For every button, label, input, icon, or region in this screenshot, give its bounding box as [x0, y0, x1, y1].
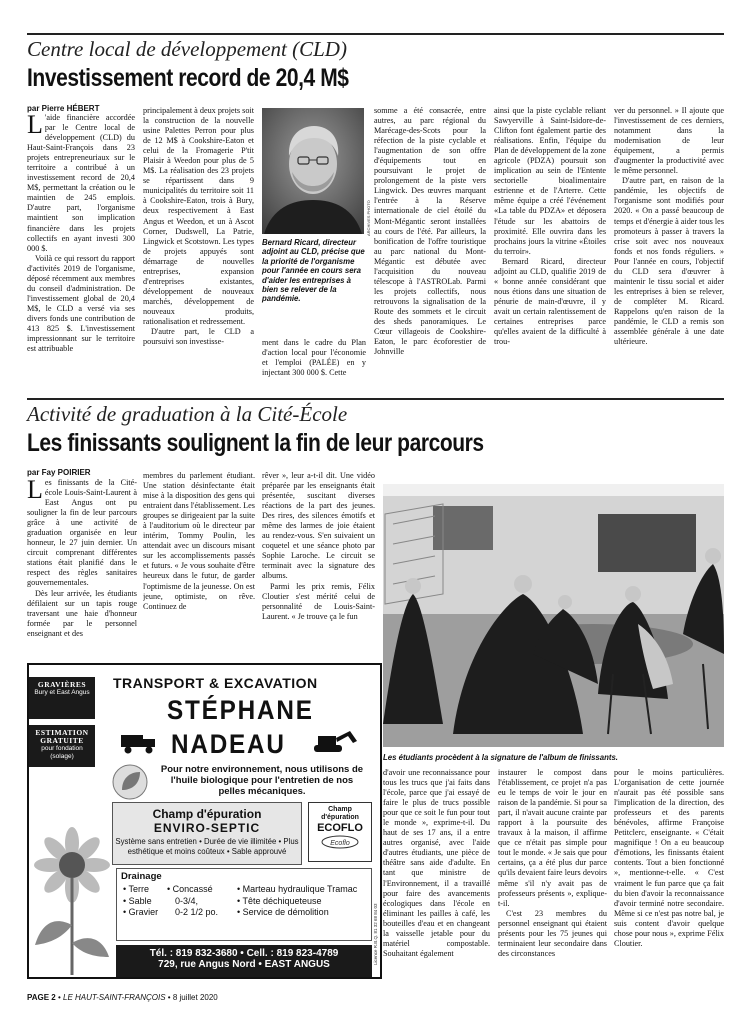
paragraph: instaurer le compost dans l'établissement, ce projet n'a pas eu le temps de voir le jour en raison de la pandémie. Si pour sa part, il n'avait aucune crainte par rapport à la poursuite des travaux à la maison, il affirme que ce n'était pas simple pour tout le monde. « Je sais que pour certains, ça a été plus dur parce qu'ils devaient faire leurs devoirs même s'il n'y avait pas de professeurs présents », explique-t-il. — [498, 768, 607, 908]
list-item: 0-3/4, — [175, 895, 199, 906]
list-item: • Sable — [123, 895, 152, 906]
list-item: • Concassé — [167, 884, 213, 894]
enviro-text: Système sans entretien • Durée de vie illimitée • Plus esthétique et moins coûteux • Sable approuvé — [115, 837, 299, 856]
drainage-list-right — [237, 884, 357, 919]
portrait-photo — [262, 108, 364, 234]
article2-col4 — [383, 768, 490, 990]
ad-title-line2: STÉPHANE — [167, 695, 314, 725]
ad-title-line3: NADEAU — [171, 729, 286, 759]
paragraph: pour le moins particulières. L'organisation de cette journée n'aurait pas été possible sans l'implication de la direction, des professeurs et des parents bénévoles, affirme Françoise Petitclerc, enseignante. « C'était magnifique ! On a eu beaucoup d'émotions, les finissants étaient contents. Tout a bien fonctionné », mentionne-t-elle. « C'est vraiment le fun parce que ça fait du bien d'avoir la reconnaissance d'avoir terminé notre secondaire. Même si ce n'est pas notre bal, je suis content d'avoir quelque chose pour nous », exprime Félix Cloutier. — [614, 768, 724, 948]
excavation-advertisement — [27, 663, 382, 979]
paragraph: 'aide financière accordée par le Centre local de développement (CLD) du Haut-Saint-François dans 23 projets entrepreneuriaux sur le territoire a contribué à un investissement record de 20,4 M$, permettant la création ou le maintien de 245 emplois. D'autre part, l'organisme maintient son implication financière dans les projets collectifs en ayant investi 300 000 $. — [27, 113, 135, 253]
article1-col3 — [262, 338, 366, 395]
section-rule — [27, 398, 724, 400]
article1-byline: par Pierre HÉBERT — [27, 104, 100, 113]
gravel-text: Bury et East Angus — [34, 689, 90, 696]
paragraph: ver du personnel. » Il ajoute que l'investissement de ces derniers, notamment dans la modernisation de leur équipement, a permis d'augmenter la productivité avec le même personnel. — [614, 106, 724, 176]
enviro-septic-box — [112, 802, 302, 865]
paragraph: ment dans le cadre du Plan d'action local pour l'économie et l'emploi (PALÉE) en y injectant 300 000 $. Cette — [262, 338, 366, 378]
list-item: • Terre — [123, 884, 149, 894]
paragraph: somme a été consacrée, entre autres, au parc régional du Marécage-des-Scots pour la réfection de la piste cyclable et l'augmentation de son offre d'équipements tout en poursuivant le projet de prolongement de la piste vers Lingwick. Des œuvres marquant l'entrée à la Réserve internationale de ciel étoilé du Mont-Mégantic seront installées au cours de l'été. Par ailleurs, la bonification de l'offre touristique au parc national du Mont-Mégantic est débutée avec l'acquisition du nouveau télescope à l'ASTROLab. Parmi les projets collectifs, nous retrouvons la signalisation de la Route des sommets et le circuit des sheds panoramiques. Le Cœur villageois de Cookshire-Eaton, le parc écoforestier de Johnville — [374, 106, 486, 357]
ecoflo-brand: ECOFLO — [317, 822, 363, 834]
issue-date: 8 juillet 2020 — [172, 993, 218, 1002]
paragraph: ainsi que la piste cyclable reliant Sawyerville à Saint-Isidore-de-Clifton font également partie des réalisations. Enfin, l'équipe du Plan de développement de la zone agricole (PDZA) poursuit son implication au sein de l'Entente sectorielle bioalimentaire estrienne et de l'Arterre. Cette même équipe a créé l'événement «La table du PDZA» et déposera l'étude sur les abattoirs de proximité. Elle ouvrira dans les prochains jours la vitrine «Étoiles du terroir». — [494, 106, 606, 256]
estimate-text: pour fondation (solage) — [41, 745, 83, 760]
paragraph: es finissants de la Cité-école Louis-Saint-Laurent à East Angus ont pu souligner la fin de leur parcours grâce à une activité de graduation organisée en leur honneur, le 27 juin dernier. Un circuit comprenant différentes stations était planifié dans le respect des règles sanitaires gouvernementales. — [27, 478, 137, 588]
phone-numbers: Tél. : 819 832-3680 • Cell. : 819 823-4789 — [149, 948, 339, 959]
paragraph: membres du parlement étudiant. Une station désinfectante était mise à la disposition des gens qui entraient dans l'établissement. Les groupes se dirigeaient par la suite à l'auditorium où le directeur par intérim, Tommy Poulin, les attendait avec un discours misant sur les accomplissements passés et futurs. « Je vous souhaite d'être heureux dans le futur, de garder l'optimisme de la jeunesse. On est jeune, optimiste, on rêve. Continuez de — [143, 471, 255, 611]
paragraph: principalement à deux projets soit la construction de la nouvelle usine Palettes Perron pour plus de 12 M$ à Cookshire-Eaton et celui de la Fromagerie P'tit Plaisir à Weedon pour plus de 5 M$. La réalisation des 23 projets se répartissent dans 9 municipalités du territoire soit 11 à Cookshire-Eaton, trois à Bury, deux respectivement à East Angus et Weedon, et un à Ascot Corner, Dudswell, La Patrie, Lingwick et Scotstown. Les types de projets appuyés sont démarrage de nouvelles entreprises, expansion d'entreprises existantes, développement de nouveaux marchés, développement de nouveaux produits, rationalisation et redressement. — [143, 106, 254, 326]
paragraph: Voilà ce qui ressort du rapport d'activités 2019 de l'organisme, déposé récemment aux membres du conseil d'administration. De l'investissement global de 20,4 M$, le CLD a versé via ses divers fonds une contribution de 413 825 $. L'investissement impressionnant sur le territoire est attribuable — [27, 253, 135, 354]
footer-sep: • — [167, 993, 173, 1002]
contact-bar — [116, 945, 372, 977]
enviro-title: Champ d'épuration — [152, 807, 262, 821]
drainage-title: Drainage — [121, 871, 162, 882]
article2-byline: par Fay POIRIER — [27, 468, 91, 477]
newspaper-name: LE HAUT-SAINT-FRANÇOIS — [63, 993, 166, 1002]
article1-col4 — [374, 106, 486, 395]
article2-col2 — [143, 471, 255, 659]
paragraph: Dès leur arrivée, les étudiants défilaient sur un tapis rouge traversant une haie d'honneur formée par le personnel enseignant et des — [27, 588, 137, 638]
article2-kicker: Activité de graduation à la Cité-École — [27, 402, 348, 426]
ad-title-line1: TRANSPORT & EXCAVATION — [113, 675, 318, 691]
ecoflo-logo-text: Ecoflo — [330, 840, 350, 847]
article2-col1 — [27, 478, 137, 659]
paragraph: d'avoir une reconnaissance pour tous les trucs que j'ai faits dans l'école, parce que j'ai essayé de faire le plus de trucs possible pour que ce soit le fun pour tout le monde », exprime-t-il. Du haut de ses 17 ans, il a entre autres organisé, avec l'aide d'autres étudiants, une pièce de théâtre sans aide d'adulte. En tant que ministre de l'Environnement, il a travaillé pour faire des avancements écologiques dans l'école en éliminant les pailles à café, les bouteilles d'eau et en changeant la vaisselle jetable pour du matériel compostable. Souhaitant également — [383, 768, 490, 958]
drainage-list-left — [123, 884, 158, 919]
gravel-box — [29, 677, 95, 719]
paragraph: Bernard Ricard, directeur adjoint au CLD, qualifie 2019 de « bonne année considérant que nous étions dans une situation de pénurie de main-d'œuvre, il y avait un certain ralentissement de certaines entreprises parce qu'elles avaient de la difficulté à trou- — [494, 256, 606, 347]
gravel-title: GRAVIÈRES — [37, 680, 87, 689]
drainage-list-mid — [167, 884, 218, 919]
truck-icon — [119, 729, 159, 755]
article2-col3 — [262, 471, 375, 659]
article2-col6 — [614, 768, 724, 990]
photo-credit: ARCHIVES PHOTO — [366, 200, 371, 236]
paragraph: D'autre part, le CLD a poursuivi son investisse- — [143, 327, 254, 347]
drainage-box — [116, 868, 372, 941]
estimate-title: ESTIMATION GRATUITE — [35, 728, 89, 745]
list-item: • Service de démolition — [237, 907, 329, 917]
ecoflo-logo — [320, 834, 360, 850]
dropcap: L — [27, 113, 43, 139]
article1-col6 — [614, 106, 724, 395]
article2-caption: Les étudiants procèdent à la signature de l'album de finissants. — [383, 753, 618, 762]
article1-caption: Bernard Ricard, directeur adjoint au CLD, précise que la priorité de l'organisme pour l'année en cours sera d'aider les entreprises à bien se relever de la pandémie. — [262, 238, 365, 304]
sunflower-icon — [33, 825, 111, 975]
list-item: • Gravier — [123, 907, 159, 917]
list-item: • Marteau hydraulique Tramac — [237, 884, 358, 894]
excavator-icon — [310, 727, 360, 755]
paragraph: D'autre part, en raison de la pandémie, les objectifs de l'organisme sont modifiés pour 2020. « On a passé beaucoup de temps et d'énergie à aider tous les promoteurs à passer à travers la crise soit avec nos nouveaux fonds et nos fonds réguliers. » Pour l'année en cours, l'objectif du CLD sera d'œuvrer à maintenir le tissu social et aider les entreprises à bien se relever, de compléter M. Ricard. Rappelons qu'en raison de la pandémie, le CLD a remis son assemblée générale à une date ultérieure. — [614, 176, 724, 347]
ecoflo-box — [308, 802, 372, 862]
article1-kicker: Centre local de développement (CLD) — [27, 37, 347, 61]
licence-number: Licence R.B.Q. 81 32 68 84 03 — [373, 903, 378, 965]
ecoflo-title: Champ d'épuration — [321, 806, 359, 821]
top-rule — [27, 33, 724, 35]
list-item: • Tête déchiqueteuse — [237, 895, 322, 906]
article1-col2 — [143, 106, 254, 395]
article1-col5 — [494, 106, 606, 395]
page-footer — [27, 993, 218, 1002]
estimate-box — [29, 725, 95, 767]
eco-statement: Pour notre environnement, nous utilisons de l'huile biologique pour l'entretien de nos pelles mécaniques. — [160, 764, 364, 797]
article2-col5 — [498, 768, 607, 990]
paragraph: C'est 23 membres du personnel enseignant qui étaient présents pour les 75 jeunes qui terminaient leur secondaire dans des circonstances — [498, 908, 607, 958]
footer-sep: • — [57, 993, 64, 1002]
article2-headline: Les finissants soulignent la fin de leur parcours — [27, 429, 484, 457]
enviro-brand: ENVIRO-SEPTIC — [153, 821, 261, 835]
page-number: PAGE 2 — [27, 993, 56, 1002]
leaf-icon — [112, 764, 148, 800]
article1-headline: Investissement record de 20,4 M$ — [27, 64, 349, 92]
article1-col1 — [27, 113, 135, 395]
address: 729, rue Angus Nord • EAST ANGUS — [158, 959, 330, 970]
dropcap: L — [27, 478, 43, 504]
graduation-photo — [383, 484, 724, 747]
paragraph: Parmi les prix remis, Félix Cloutier s'est mérité celui de personnalité de Louis-Saint-Laurent. « Je trouve ça le fun — [262, 581, 375, 621]
list-item: 0-2 1/2 po. — [175, 907, 219, 917]
paragraph: rêver », leur a-t-il dit. Une vidéo préparée par les enseignants était présentée, suscitant diverses réactions de la part des jeunes. Des rires, des silences émotifs et même des larmes de joie étaient au rendez-vous. S'en suivaient un coquetel et une séance photo par Sophie Laroche. Le circuit se terminait avec la signature des albums. — [262, 471, 375, 581]
